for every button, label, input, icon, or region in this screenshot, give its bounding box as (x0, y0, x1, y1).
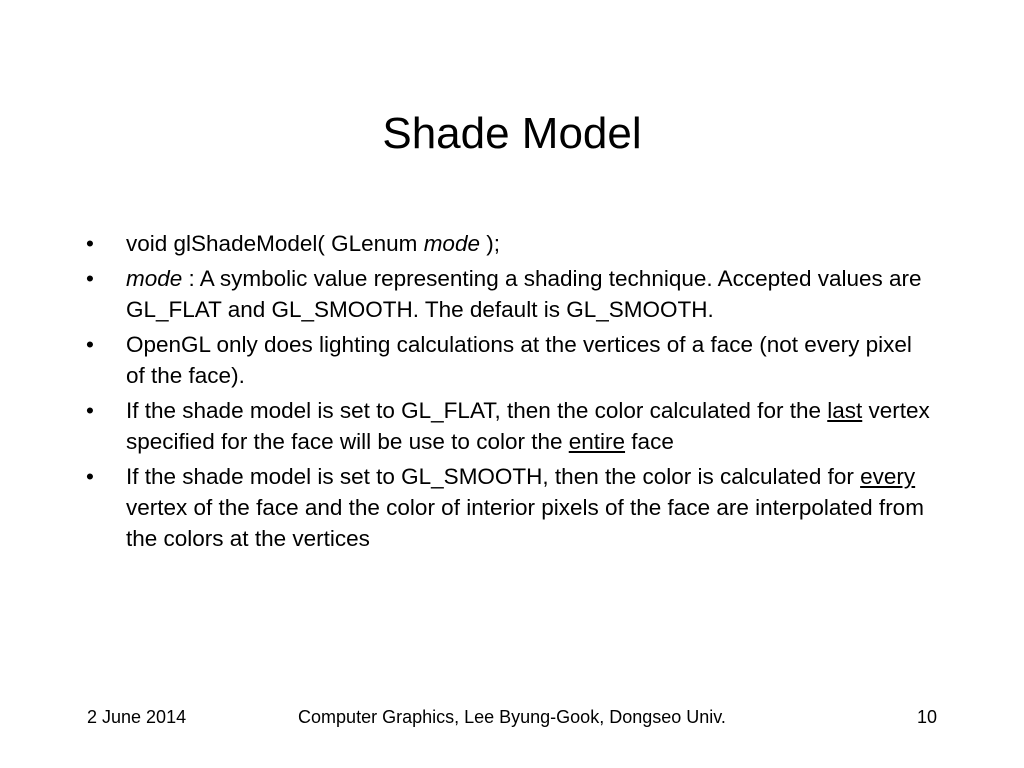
bullet-icon: • (86, 332, 94, 357)
bullet-text (126, 231, 500, 256)
bullet-text (126, 266, 922, 322)
underlined-text: last (827, 398, 863, 423)
bullet-icon: • (86, 231, 94, 256)
slide-title: Shade Model (382, 109, 642, 158)
bullet-item (86, 329, 936, 391)
text-run: face (625, 429, 674, 454)
text-run: vertex specified for the face will be use to color the (126, 398, 930, 454)
bullet-item (86, 228, 936, 259)
text-run: : A symbolic value representing a shading technique. Accepted values are GL_FLAT and GL_SMOOTH. The default is GL_SMOOTH. (126, 266, 922, 322)
bullet-icon: • (86, 266, 94, 291)
underlined-text: every (860, 464, 916, 489)
emphasis-text: mode (423, 231, 480, 256)
footer-date: 2 June 2014 (87, 707, 187, 727)
text-run: OpenGL only does lighting calculations at the vertices of a face (not every pixel of the face). (126, 332, 912, 388)
bullet-text (126, 464, 924, 551)
bullet-item (86, 263, 936, 325)
text-run: If the shade model is set to GL_FLAT, then the color calculated for the (126, 398, 828, 423)
bullet-text (126, 332, 912, 388)
text-run: vertex of the face and the color of interior pixels of the face are interpolated from the colors at the vertices (126, 495, 924, 551)
underlined-text: entire (568, 429, 626, 454)
text-run: ); (479, 231, 500, 256)
bullet-list (86, 228, 936, 558)
bullet-item (86, 395, 936, 457)
page-number: 10 (916, 707, 937, 727)
emphasis-text: mode (126, 266, 183, 291)
bullet-text (126, 398, 930, 454)
text-run: If the shade model is set to GL_SMOOTH, then the color is calculated for (126, 464, 861, 489)
bullet-icon: • (86, 464, 94, 489)
bullet-item (86, 461, 936, 554)
footer-caption: Computer Graphics, Lee Byung-Gook, Dongseo Univ. (298, 707, 726, 727)
bullet-icon: • (86, 398, 94, 423)
text-run: void glShadeModel( GLenum (126, 231, 424, 256)
